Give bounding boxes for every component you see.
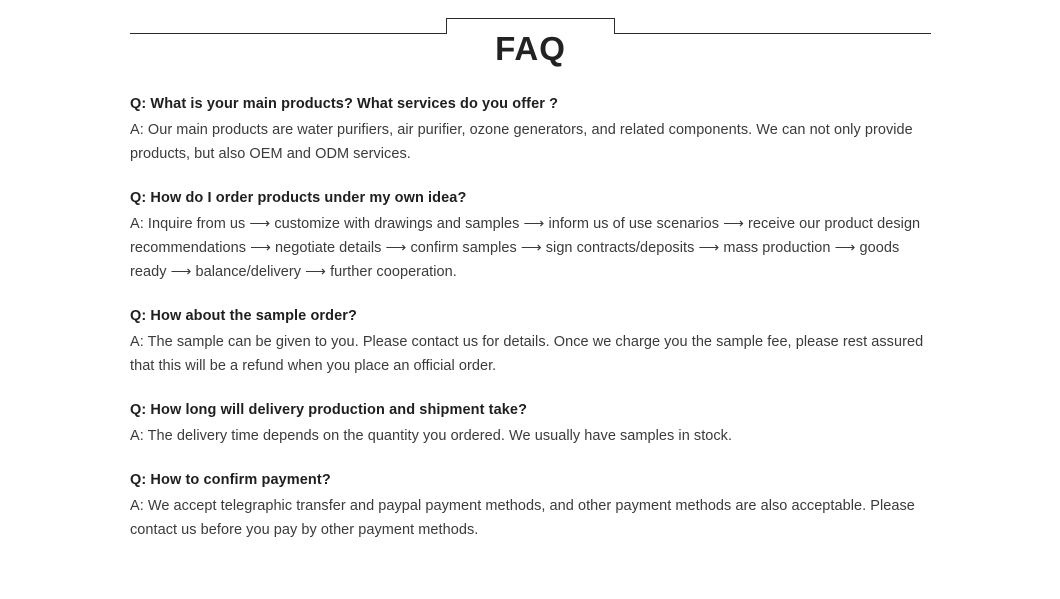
- faq-list: [130, 92, 930, 542]
- header-rule-left: [130, 33, 447, 34]
- faq-answer: A: Our main products are water purifiers, air purifier, ozone generators, and related components. We can not only provide products, but also OEM and ODM services.: [130, 122, 913, 162]
- faq-answer: A: We accept telegraphic transfer and paypal payment methods, and other payment methods are also acceptable. Please contact us before you pay by other payment methods.: [130, 498, 915, 538]
- faq-answer: A: The delivery time depends on the quantity you ordered. We usually have samples in stock.: [130, 428, 733, 444]
- faq-question: Q: How about the sample order?: [130, 308, 357, 324]
- faq-item: [130, 398, 930, 448]
- faq-item: [130, 304, 930, 378]
- page-header: [0, 0, 1060, 78]
- faq-question: Q: How long will delivery production and shipment take?: [130, 402, 528, 418]
- faq-answer: A: Inquire from us ⟶ customize with drawings and samples ⟶ inform us of use scenarios ⟶ receive our product design recommendations ⟶ negotiate details ⟶ confirm samples ⟶ sign contracts/deposits ⟶ mass production ⟶ goods ready ⟶ balance/delivery ⟶ further cooperation.: [130, 216, 921, 280]
- header-rule-right: [614, 33, 931, 34]
- faq-question: Q: What is your main products? What services do you offer ?: [130, 96, 559, 112]
- faq-item: [130, 186, 930, 284]
- faq-answer: A: The sample can be given to you. Please contact us for details. Once we charge you the sample fee, please rest assured that this will be a refund when you place an official order.: [130, 334, 924, 374]
- faq-item: [130, 92, 930, 166]
- faq-question: Q: How to confirm payment?: [130, 472, 331, 488]
- page-title: FAQ: [495, 30, 566, 67]
- faq-question: Q: How do I order products under my own idea?: [130, 190, 467, 206]
- faq-item: [130, 468, 930, 542]
